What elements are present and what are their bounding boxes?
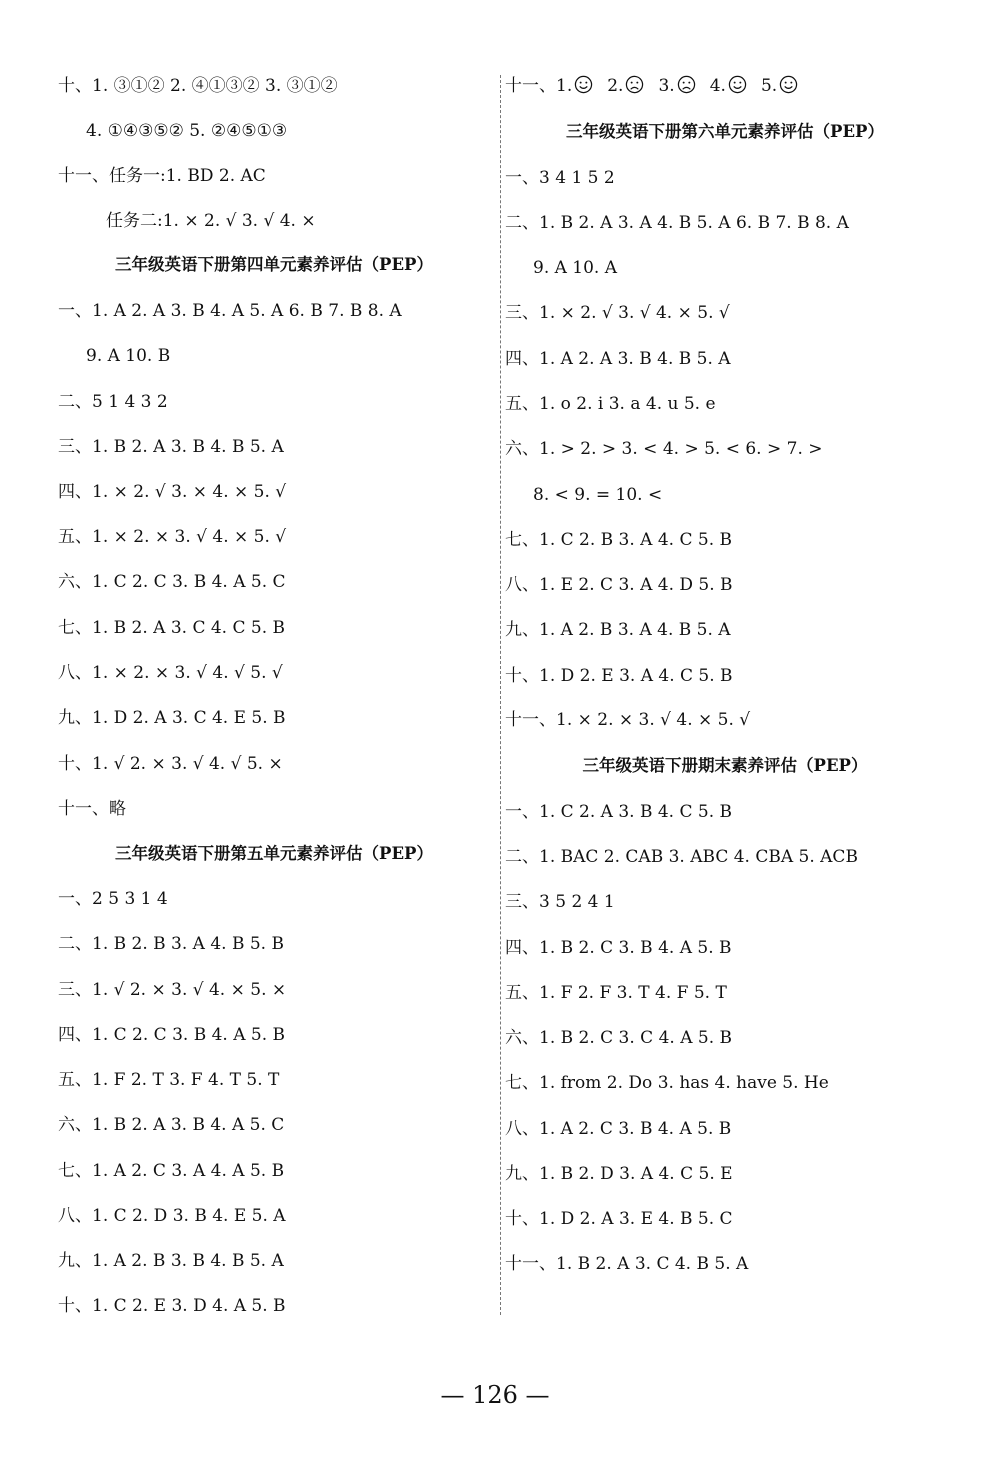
- answer-line: 一、3 4 1 5 2: [505, 168, 615, 188]
- answer-line: 五、1. F 2. F 3. T 4. F 5. T: [505, 983, 727, 1003]
- section-title-unit4: 三年级英语下册第四单元素养评估（PEP）: [115, 255, 433, 274]
- answer-line: 九、1. B 2. D 3. A 4. C 5. E: [505, 1164, 733, 1184]
- smiley-face-icon: [574, 75, 593, 94]
- answer-line: 九、1. A 2. B 3. A 4. B 5. A: [505, 620, 731, 640]
- answer-line: 三、1. × 2. √ 3. √ 4. × 5. √: [505, 303, 730, 323]
- section-title-final: 三年级英语下册期末素养评估（PEP）: [582, 756, 868, 775]
- sad-face-icon: [677, 75, 696, 94]
- answer-line: 9. A 10. B: [86, 346, 171, 366]
- smiley-face-icon: [728, 75, 747, 94]
- answer-line: 四、1. C 2. C 3. B 4. A 5. B: [58, 1025, 286, 1045]
- answer-line: 8. < 9. = 10. <: [533, 485, 663, 505]
- answer-line: 三、1. √ 2. × 3. √ 4. × 5. ×: [58, 980, 287, 1000]
- answer-line: 七、1. B 2. A 3. C 4. C 5. B: [58, 618, 286, 638]
- sad-face-icon: [625, 75, 644, 94]
- answer-line: 三、3 5 2 4 1: [505, 892, 615, 912]
- answer-line: 六、1. C 2. C 3. B 4. A 5. C: [58, 572, 286, 592]
- answer-line: 十一、略: [58, 799, 126, 819]
- answer-line: 六、1. B 2. A 3. B 4. A 5. C: [58, 1115, 285, 1135]
- answer-line: 9. A 10. A: [533, 258, 618, 278]
- answer-line: 六、1. B 2. C 3. C 4. A 5. B: [505, 1028, 733, 1048]
- answer-line: 一、2 5 3 1 4: [58, 889, 168, 909]
- answer-line: 七、1. C 2. B 3. A 4. C 5. B: [505, 530, 733, 550]
- column-divider: [500, 75, 501, 1315]
- faces-line-prefix: 十一、: [505, 76, 556, 96]
- answer-line: 九、1. D 2. A 3. C 4. E 5. B: [58, 708, 286, 728]
- answer-line: 一、1. A 2. A 3. B 4. A 5. A 6. B 7. B 8. A: [58, 301, 402, 321]
- smiley-face-icon: [779, 75, 798, 94]
- answer-line: 二、1. B 2. B 3. A 4. B 5. B: [58, 934, 284, 954]
- answer-line: 八、1. A 2. C 3. B 4. A 5. B: [505, 1119, 732, 1139]
- face-item-label: 1.: [556, 76, 573, 96]
- answer-line: 二、1. B 2. A 3. A 4. B 5. A 6. B 7. B 8. A: [505, 213, 849, 233]
- answer-line: 十一、1. B 2. A 3. C 4. B 5. A: [505, 1254, 749, 1274]
- faces-answer-line: [505, 74, 812, 98]
- answer-line: 十一、1. × 2. × 3. √ 4. × 5. √: [505, 710, 751, 730]
- answer-line: 二、1. BAC 2. CAB 3. ABC 4. CBA 5. ACB: [505, 847, 858, 867]
- answer-line: 六、1. > 2. > 3. < 4. > 5. < 6. > 7. >: [505, 439, 823, 459]
- answer-line: 二、5 1 4 3 2: [58, 392, 168, 412]
- page-number: — 126 —: [440, 1381, 550, 1409]
- section-title-unit6: 三年级英语下册第六单元素养评估（PEP）: [566, 122, 884, 141]
- answer-line: 八、1. E 2. C 3. A 4. D 5. B: [505, 575, 733, 595]
- face-item-label: 5.: [760, 76, 778, 96]
- answer-line: 四、1. A 2. A 3. B 4. B 5. A: [505, 349, 731, 369]
- face-item-label: 4.: [709, 76, 726, 96]
- answer-line: 五、1. F 2. T 3. F 4. T 5. T: [58, 1070, 280, 1090]
- face-item-label: 3.: [658, 76, 675, 96]
- answer-line: 八、1. C 2. D 3. B 4. E 5. A: [58, 1206, 286, 1226]
- answer-line: 十、1. √ 2. × 3. √ 4. √ 5. ×: [58, 754, 283, 774]
- answer-line: 七、1. from 2. Do 3. has 4. have 5. He: [505, 1073, 829, 1093]
- answer-line: 三、1. B 2. A 3. B 4. B 5. A: [58, 437, 284, 457]
- answer-line: 五、1. o 2. i 3. a 4. u 5. e: [505, 394, 716, 414]
- answer-line: 七、1. A 2. C 3. A 4. A 5. B: [58, 1161, 285, 1181]
- section-title-unit5: 三年级英语下册第五单元素养评估（PEP）: [115, 844, 433, 863]
- answer-line: 十、1. D 2. A 3. E 4. B 5. C: [505, 1209, 733, 1229]
- answer-line: 九、1. A 2. B 3. B 4. B 5. A: [58, 1251, 284, 1271]
- answer-line: 十、1. ③①② 2. ④①③② 3. ③①②: [58, 76, 338, 96]
- answer-line: 任务二:1. × 2. √ 3. √ 4. ×: [106, 211, 316, 231]
- answer-line: 十、1. D 2. E 3. A 4. C 5. B: [505, 666, 733, 686]
- answer-line: 十一、任务一:1. BD 2. AC: [58, 166, 266, 186]
- answer-line: 八、1. × 2. × 3. √ 4. √ 5. √: [58, 663, 283, 683]
- answer-line: 四、1. × 2. √ 3. × 4. × 5. √: [58, 482, 287, 502]
- answer-line: 四、1. B 2. C 3. B 4. A 5. B: [505, 938, 732, 958]
- face-item-label: 2.: [607, 76, 624, 96]
- answer-line: 4. ①④③⑤② 5. ②④⑤①③: [86, 121, 288, 141]
- answer-line: 十、1. C 2. E 3. D 4. A 5. B: [58, 1296, 286, 1316]
- answer-line: 一、1. C 2. A 3. B 4. C 5. B: [505, 802, 733, 822]
- answer-line: 五、1. × 2. × 3. √ 4. × 5. √: [58, 527, 287, 547]
